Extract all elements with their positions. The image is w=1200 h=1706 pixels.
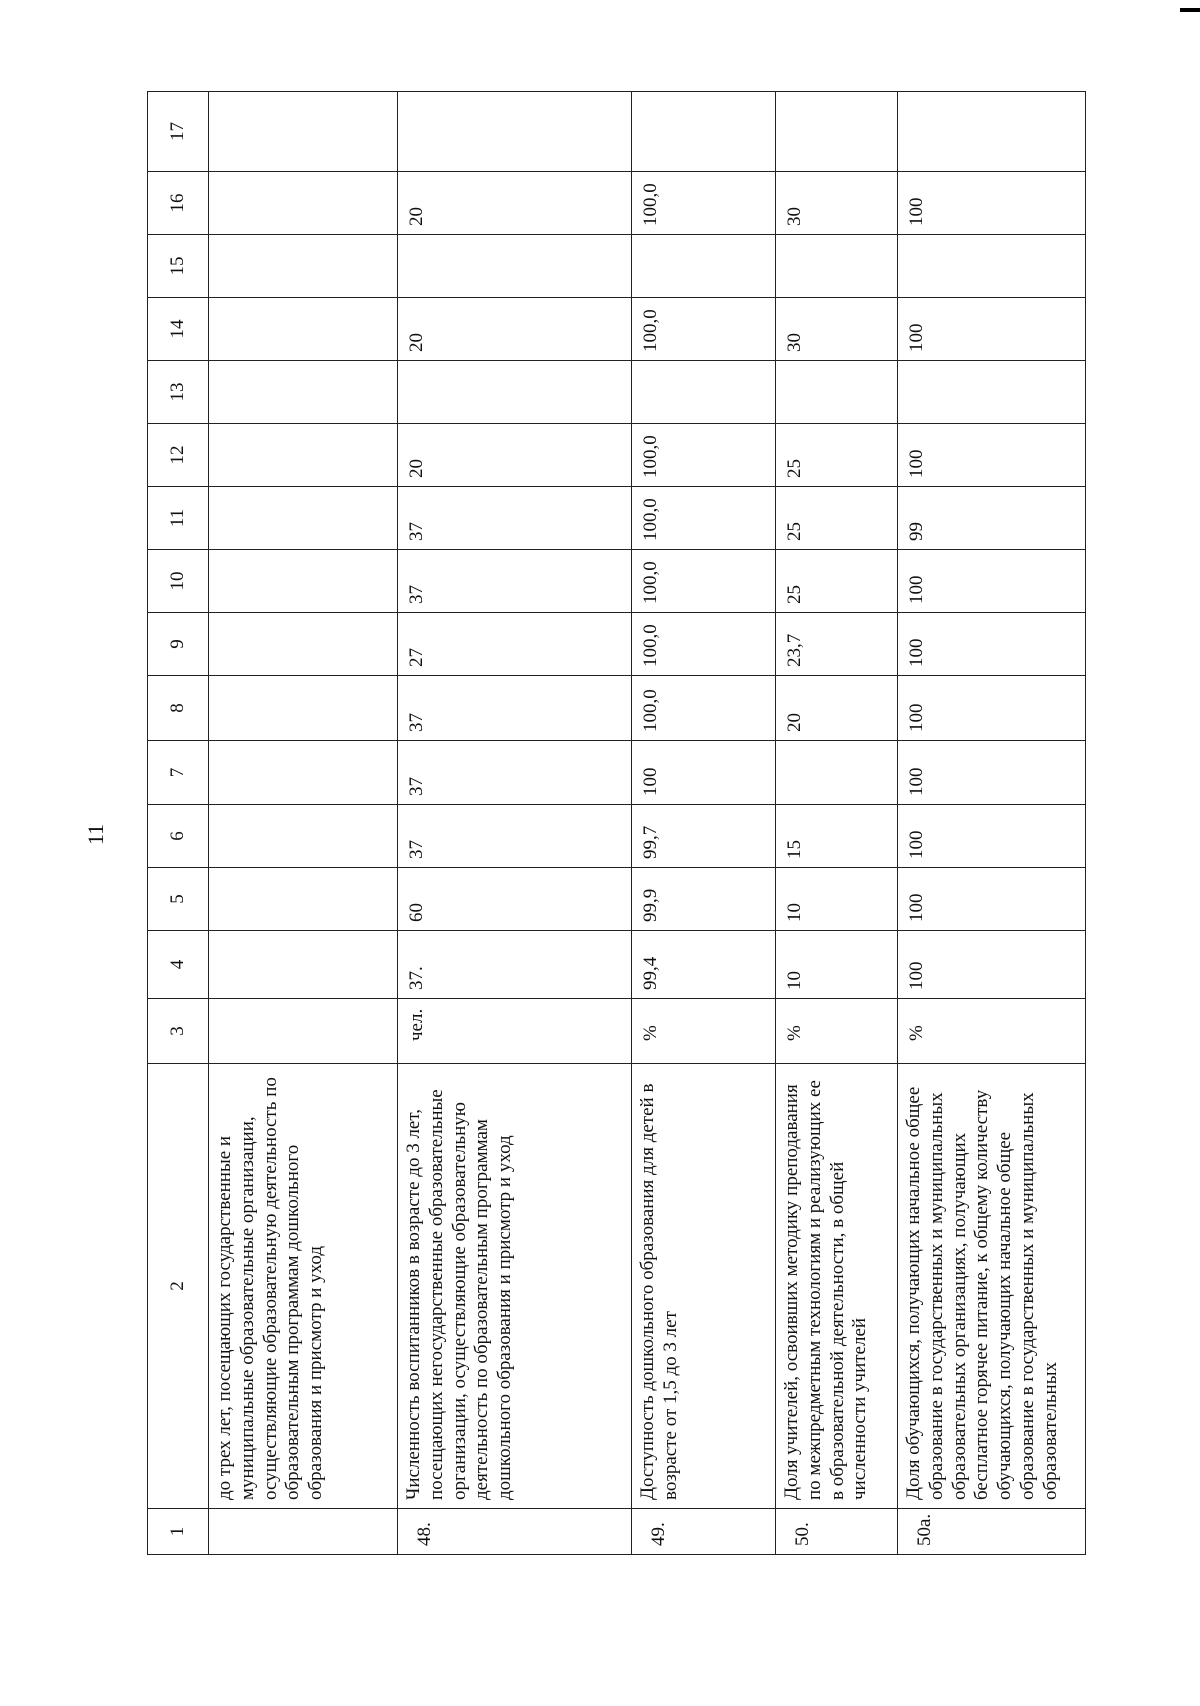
value-cell: 99,4 [632,931,776,999]
indicator-description: до трех лет, посещающих государственные и муниципальные образовательные организации, осуществляющие образовательную деятельность по образовательным программам дошкольного образования и присмотр и уход [209,1064,398,1509]
page-number: 11 [83,823,108,845]
value-cell: 99 [898,487,1086,550]
value-cell: 37 [398,550,632,613]
value-cell: 100,0 [632,613,776,676]
value-cell: 100 [898,931,1086,999]
row-number: 48. [398,1509,632,1555]
value-cell: 100,0 [632,298,776,361]
table-row [898,92,1086,1555]
indicator-description: Доля обучающихся, получающих начальное общее образование в государственных и муниципальных образовательных организациях, получающих бесплатное горячее питание, к общему количеству обучающихся, получающих начальное общее образование в государственных и муниципальных образовательных [898,1064,1086,1509]
value-cell: 100 [898,868,1086,931]
table-row [632,92,776,1555]
unit-cell: % [632,999,776,1064]
column-header: 7 [148,741,209,805]
value-cell: 20 [776,676,898,741]
column-header: 8 [148,676,209,741]
column-header: 10 [148,550,209,613]
value-cell [898,92,1086,172]
value-cell [209,931,398,999]
value-cell [398,361,632,424]
value-cell: 60 [398,868,632,931]
unit-cell: чел. [398,999,632,1064]
rotated-table-wrapper [147,92,1085,1555]
unit-cell: % [898,999,1086,1064]
value-cell: 100 [898,550,1086,613]
column-header: 11 [148,487,209,550]
header-row [148,92,209,1555]
indicator-description: Численность воспитанников в возрасте до 3 лет, посещающих негосударственные образовательные организации, осуществляющие образовательную деятельность по образовательным программам дошкольного образования и присмотр и уход [398,1064,632,1509]
value-cell: 99,9 [632,868,776,931]
value-cell: 37 [398,487,632,550]
value-cell [632,92,776,172]
value-cell: 20 [398,172,632,235]
column-header: 2 [148,1064,209,1509]
value-cell: 100,0 [632,676,776,741]
value-cell [209,613,398,676]
value-cell: 37. [398,931,632,999]
indicator-description: Доступность дошкольного образования для детей в возрасте от 1,5 до 3 лет [632,1064,776,1509]
value-cell: 20 [398,424,632,487]
value-cell: 100,0 [632,487,776,550]
value-cell: 100 [898,172,1086,235]
value-cell [209,235,398,298]
value-cell: 37 [398,741,632,805]
column-header: 1 [148,1509,209,1555]
value-cell [209,298,398,361]
table-row [398,92,632,1555]
column-header: 17 [148,92,209,172]
value-cell [898,235,1086,298]
column-header: 5 [148,868,209,931]
row-number [209,1509,398,1555]
value-cell: 10 [776,931,898,999]
value-cell: 15 [776,805,898,868]
value-cell: 100 [898,741,1086,805]
scan-edge-mark [1180,8,1200,12]
value-cell: 37 [398,805,632,868]
value-cell: 100,0 [632,424,776,487]
value-cell [209,741,398,805]
value-cell [209,805,398,868]
table-row [776,92,898,1555]
value-cell [209,550,398,613]
value-cell [209,92,398,172]
value-cell: 100,0 [632,550,776,613]
value-cell: 99,7 [632,805,776,868]
row-number: 49. [632,1509,776,1555]
value-cell [209,424,398,487]
value-cell: 100 [898,676,1086,741]
value-cell: 37 [398,676,632,741]
value-cell [632,235,776,298]
column-header: 4 [148,931,209,999]
column-header: 3 [148,999,209,1064]
value-cell [398,235,632,298]
value-cell: 100 [898,805,1086,868]
column-header: 13 [148,361,209,424]
value-cell [209,676,398,741]
value-cell [632,361,776,424]
value-cell: 27 [398,613,632,676]
value-cell: 30 [776,172,898,235]
value-cell: 100 [898,613,1086,676]
value-cell [398,92,632,172]
value-cell: 100 [898,298,1086,361]
indicator-description: Доля учителей, освоивших методику преподавания по межпредметным технологиям и реализующих ее в образовательной деятельности, в общей численности учителей [776,1064,898,1509]
value-cell [209,487,398,550]
unit-cell [209,999,398,1064]
column-header: 16 [148,172,209,235]
unit-cell: % [776,999,898,1064]
value-cell: 25 [776,424,898,487]
column-header: 14 [148,298,209,361]
row-number: 50. [776,1509,898,1555]
value-cell: 30 [776,298,898,361]
value-cell [776,235,898,298]
table-row [209,92,398,1555]
value-cell: 23,7 [776,613,898,676]
value-cell [898,361,1086,424]
value-cell [209,172,398,235]
value-cell: 20 [398,298,632,361]
value-cell: 25 [776,550,898,613]
value-cell: 100 [632,741,776,805]
column-header: 15 [148,235,209,298]
value-cell [776,741,898,805]
row-number: 50а. [898,1509,1086,1555]
value-cell [209,361,398,424]
value-cell [776,92,898,172]
column-header: 12 [148,424,209,487]
value-cell: 25 [776,487,898,550]
value-cell [776,361,898,424]
column-header: 6 [148,805,209,868]
indicator-table [147,91,1086,1555]
value-cell: 100,0 [632,172,776,235]
value-cell: 100 [898,424,1086,487]
value-cell [209,868,398,931]
value-cell: 10 [776,868,898,931]
column-header: 9 [148,613,209,676]
